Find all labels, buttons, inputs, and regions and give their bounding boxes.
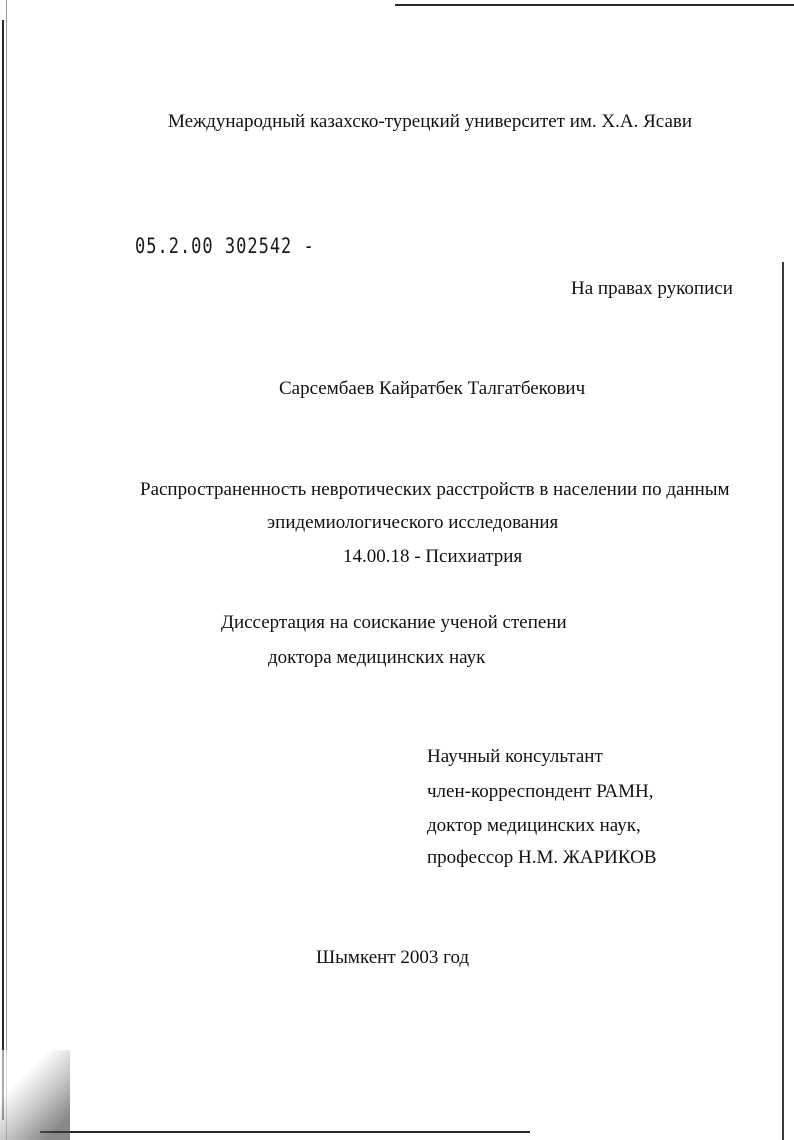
advisor-title1: член-корреспондент РАМН, [427, 781, 654, 802]
scan-edge-right [782, 262, 784, 1140]
degree-line1: Диссертация на соискание ученой степени [221, 612, 567, 633]
university-name: Международный казахско-турецкий университет им. Х.А. Ясави [168, 111, 693, 132]
specialty-code: 14.00.18 - Психиатрия [343, 546, 523, 567]
scan-corner-shadow [0, 1050, 70, 1140]
scan-edge-bottom [40, 1131, 530, 1133]
archive-stamp: 05.2.00 302542 - [135, 234, 315, 259]
scan-edge-top [395, 4, 794, 6]
author-name: Сарсембаев Кайратбек Талгатбекович [279, 378, 586, 399]
thesis-title-line1: Распространенность невротических расстройств в населении по данным [140, 479, 730, 500]
degree-line2: доктора медицинских наук [268, 647, 486, 668]
scan-edge-left [2, 20, 4, 1120]
advisor-title2: доктор медицинских наук, [427, 815, 641, 836]
advisor-name: профессор Н.М. ЖАРИКОВ [427, 847, 657, 868]
thesis-title-line2: эпидемиологического исследования [267, 512, 559, 533]
place-and-year: Шымкент 2003 год [316, 947, 470, 968]
manuscript-rights: На правах рукописи [571, 278, 733, 299]
scan-edge-left-thin [6, 0, 7, 1140]
advisor-role: Научный консультант [427, 746, 603, 767]
